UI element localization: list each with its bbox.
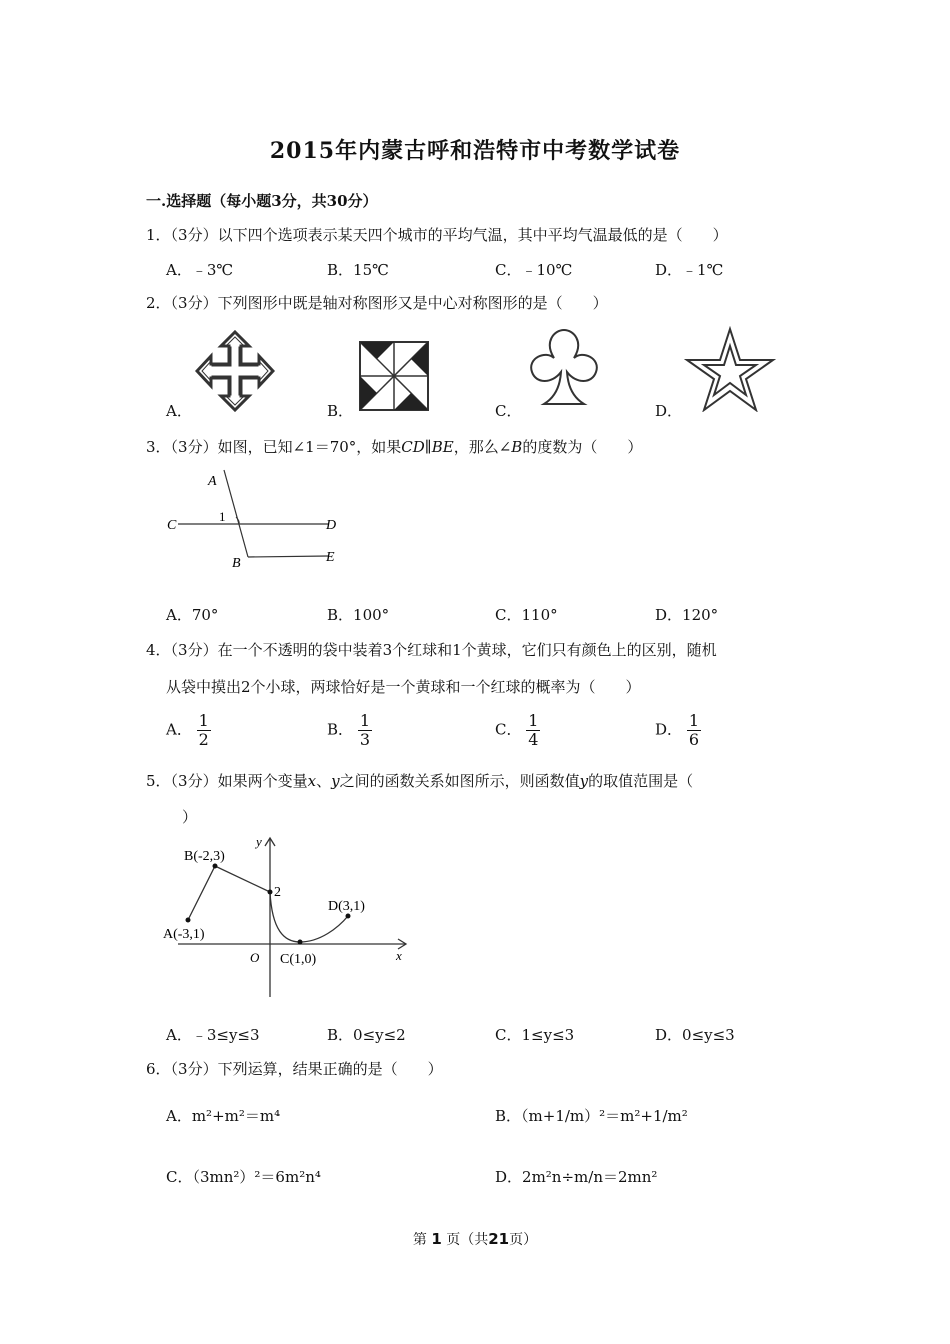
q5-option-b: B．0≤y≤2 <box>327 1026 406 1044</box>
fraction <box>197 712 211 749</box>
q6-option-c: C．（3mn²）²＝6m²n⁴ <box>166 1168 321 1186</box>
point-c-label: C(1,0) <box>280 952 317 967</box>
point-b-label: B(-2,3) <box>184 849 225 864</box>
y-intercept-label: 2 <box>274 885 281 900</box>
origin-label: O <box>250 950 260 965</box>
question-4-stem-line1: 4．（3分）在一个不透明的袋中装着3个红球和1个黄球，它们只有颜色上的区别，随机 <box>146 641 717 659</box>
q2-option-d: D． <box>655 402 683 420</box>
parallel-lines-figure <box>160 465 350 575</box>
page-footer <box>0 1229 950 1249</box>
q5-var-x: x <box>307 772 317 790</box>
q5-option-d: D．0≤y≤3 <box>655 1026 735 1044</box>
q5-stem-part: 之间的函数关系如图所示，则函数值 <box>339 772 580 790</box>
q3-stem-lines: CD∥BE <box>401 438 454 456</box>
section-heading: 一.选择题（每小题3分，共30分） <box>146 192 378 210</box>
pinwheel-figure <box>358 340 430 412</box>
numerator: 1 <box>528 711 539 730</box>
denominator: 3 <box>359 730 370 749</box>
page-number: 1 <box>431 1230 442 1248</box>
q1-option-b: B．15℃ <box>327 261 389 279</box>
q5-var-y: y <box>579 772 589 790</box>
numerator: 1 <box>359 711 370 730</box>
denominator: 6 <box>688 730 699 749</box>
star-figure <box>684 326 776 412</box>
q3-option-c: C．110° <box>495 606 558 624</box>
label-a: A <box>208 474 217 489</box>
q4-option-a <box>166 712 211 749</box>
question-5-stem-line2: ） <box>182 808 198 826</box>
point-a-label: A(-3,1) <box>163 927 205 942</box>
option-letter: C． <box>495 720 522 739</box>
q4-option-c <box>495 712 540 749</box>
question-3-stem <box>146 436 642 457</box>
q1-option-c: C．﹣10℃ <box>495 261 573 279</box>
question-5-stem <box>146 770 693 791</box>
footer-text: 页（共 <box>446 1232 489 1248</box>
fraction <box>687 712 701 749</box>
q3-option-a: A．70° <box>166 606 219 624</box>
club-figure <box>524 326 604 412</box>
q5-var-y: y <box>331 772 340 790</box>
denominator: 2 <box>198 730 209 749</box>
q6-option-a: A．m²+m²＝m⁴ <box>166 1107 281 1125</box>
label-angle-1: 1 <box>219 509 226 524</box>
q3-stem-part: ，那么∠ <box>453 438 512 456</box>
question-2-stem: 2．（3分）下列图形中既是轴对称图形又是中心对称图形的是（ ） <box>146 294 608 312</box>
q1-option-a: A．﹣3℃ <box>166 261 234 279</box>
label-c: C <box>167 518 177 533</box>
q6-option-d: D．2m²n÷m/n＝2mn² <box>495 1168 658 1186</box>
q5-option-c: C．1≤y≤3 <box>495 1026 575 1044</box>
question-4-stem-line2: 从袋中摸出2个小球，两球恰好是一个黄球和一个红球的概率为（ ） <box>166 678 641 696</box>
label-b: B <box>232 556 241 571</box>
q3-stem-part: 的度数为（ ） <box>522 438 643 456</box>
numerator: 1 <box>198 711 209 730</box>
q3-option-d: D．120° <box>655 606 719 624</box>
q6-option-b: B．（m+1/m）²＝m²+1/m² <box>495 1107 688 1125</box>
y-axis-label: y <box>256 834 262 849</box>
q2-option-c: C． <box>495 402 522 420</box>
option-letter: D． <box>655 720 683 739</box>
fraction <box>526 712 540 749</box>
denominator: 4 <box>528 730 539 749</box>
q2-option-a: A． <box>166 402 192 420</box>
label-e: E <box>326 550 335 565</box>
x-axis-label: x <box>396 948 402 963</box>
question-6-stem: 6．（3分）下列运算，结果正确的是（ ） <box>146 1060 443 1078</box>
label-d: D <box>326 518 337 533</box>
function-graph-figure <box>160 830 420 1002</box>
q5-option-a: A．﹣3≤y≤3 <box>166 1026 260 1044</box>
footer-text: 第 <box>412 1232 427 1248</box>
q4-option-d <box>655 712 701 749</box>
q5-stem-part: 、 <box>316 772 332 790</box>
q1-option-d: D．﹣1℃ <box>655 261 724 279</box>
page-title: 2015年内蒙古呼和浩特市中考数学试卷 <box>269 138 681 164</box>
page-total: 21 <box>488 1230 510 1248</box>
four-arrows-figure <box>195 330 275 412</box>
q2-option-b: B． <box>327 402 354 420</box>
q3-stem-angle: B <box>511 438 523 456</box>
footer-text: 页） <box>509 1232 538 1248</box>
q3-stem-part: 3．（3分）如图，已知∠1＝70°，如果 <box>146 438 402 456</box>
point-d-label: D(3,1) <box>328 899 365 914</box>
q3-option-b: B．100° <box>327 606 390 624</box>
q4-option-b <box>327 712 372 749</box>
numerator: 1 <box>688 711 699 730</box>
q5-stem-part: 的取值范围是（ <box>588 772 694 790</box>
fraction <box>358 712 372 749</box>
q5-stem-part: 5．（3分）如果两个变量 <box>146 772 308 790</box>
option-letter: B． <box>327 720 354 739</box>
option-letter: A． <box>166 720 192 739</box>
question-1-stem: 1．（3分）以下四个选项表示某天四个城市的平均气温，其中平均气温最低的是（ ） <box>146 226 728 244</box>
